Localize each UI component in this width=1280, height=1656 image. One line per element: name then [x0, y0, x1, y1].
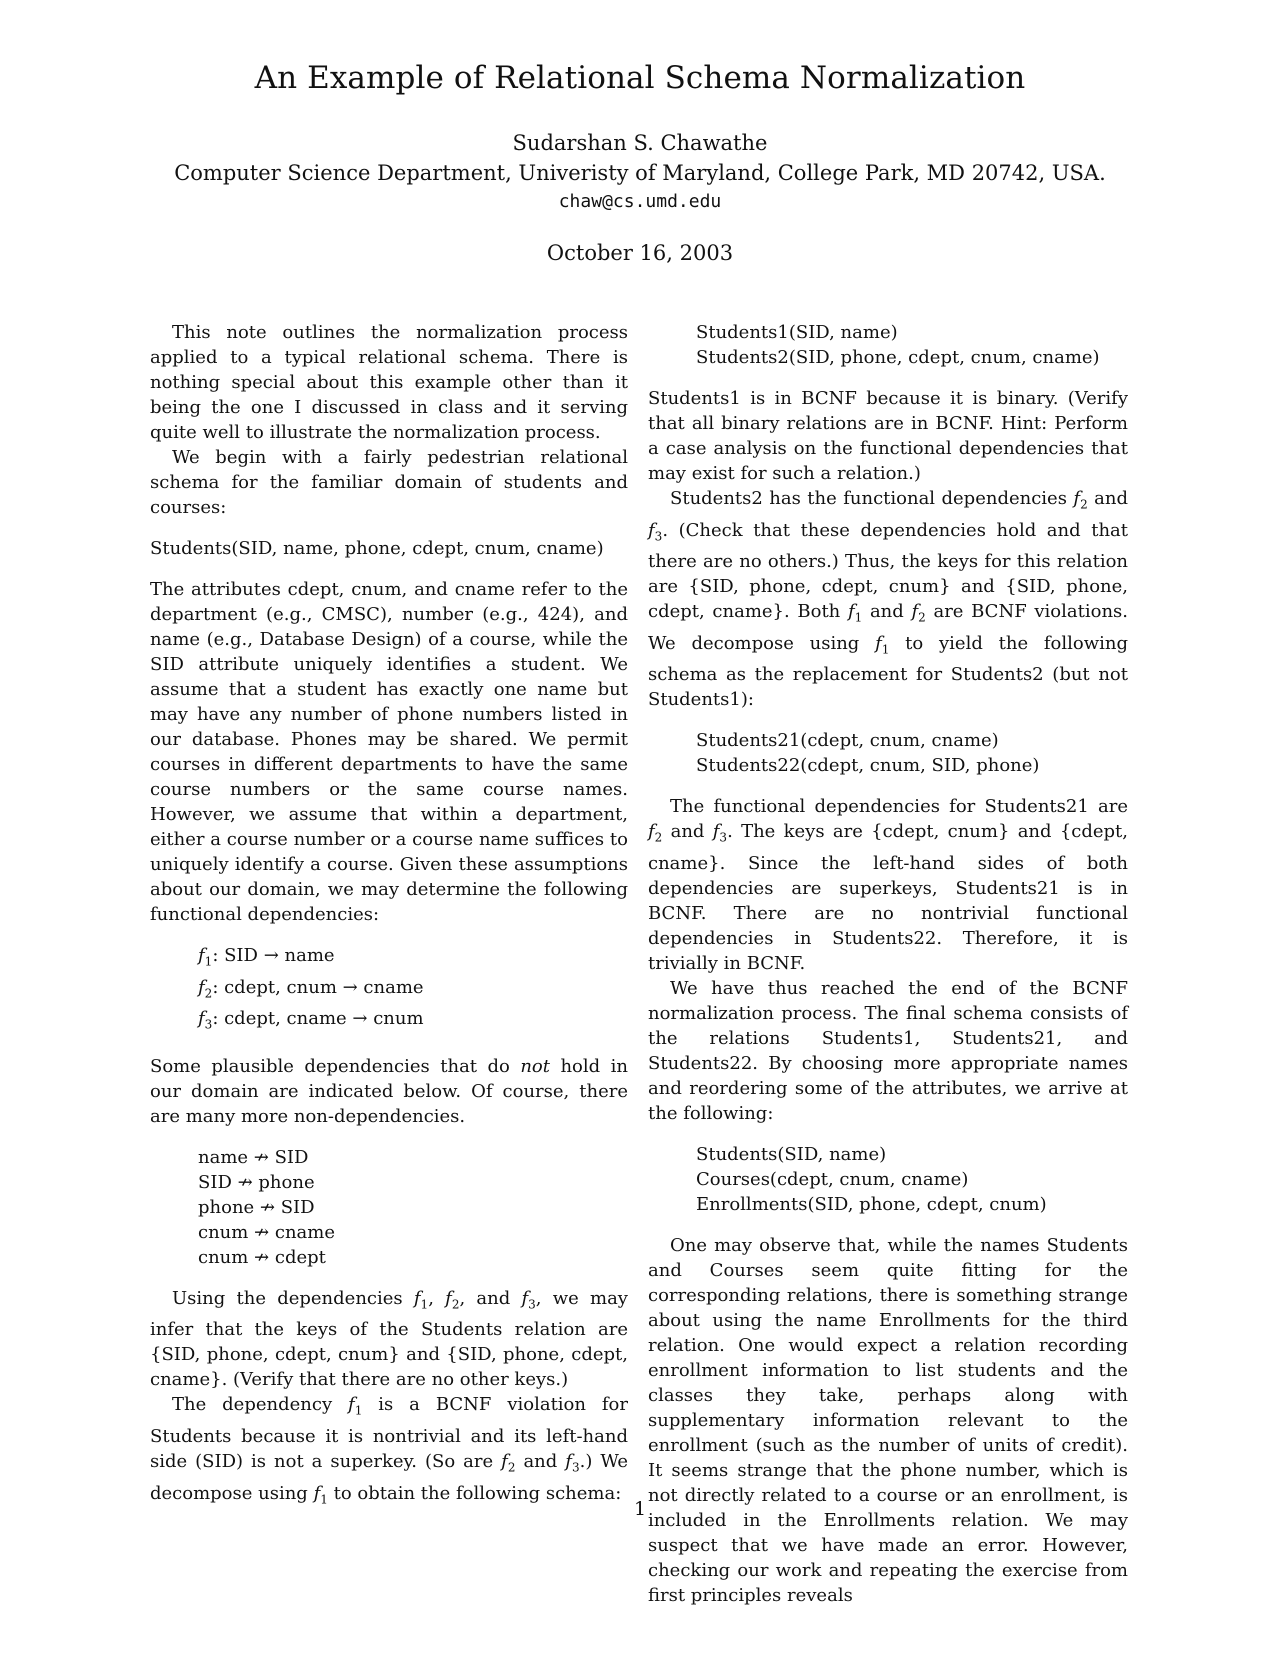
- fd-symbol: f: [313, 1482, 321, 1504]
- author-affiliation: Computer Science Department, Univeristy of Maryland, College Park, MD 20742, USA.: [174, 161, 1106, 185]
- schema-line: Students(SID, name, phone, cdept, cnum, cname): [150, 538, 604, 559]
- fd-symbol: f: [501, 1450, 508, 1472]
- paragraph: The attributes cdept, cnum, and cname refer to the department (e.g., CMSC), number (e.g., 424), and name (e.g., Database Design) of a course, while the SID attribute uniquely identifies a student. We assume that a student has exactly one name but may have any number of phone numbers listed in our database. Phones may be shared. We permit courses in different departments to have the same course numbers or the same course names. However, we assume that within a department, either a course number or a course name suffices to uniquely identify a course. Given these assumptions about our domain, we may determine the following functional dependencies:: [150, 579, 628, 925]
- paragraph: [150, 1054, 628, 1129]
- paragraph: This note outlines the normalization process applied to a typical relational schema. There is nothing special about this example other than it being the one I discussed in class and it serving quite well to illustrate the normalization process.: [150, 322, 628, 443]
- text-span: and: [662, 821, 713, 843]
- paragraph: [648, 794, 1128, 976]
- text-span: and: [1087, 488, 1128, 509]
- fd-symbol: f: [648, 821, 655, 843]
- fd-symbol: f: [445, 1287, 452, 1309]
- right-column: [648, 320, 1128, 1608]
- author-email: chaw@cs.umd.edu: [558, 191, 722, 212]
- text-span: The functional dependencies for Students21 are: [670, 796, 1128, 818]
- fd-symbol: f: [875, 632, 882, 654]
- fd-text: : SID → name: [212, 945, 335, 966]
- fd-symbol: f: [521, 1287, 529, 1309]
- text-span: Students2 has the functional dependencies: [670, 488, 1074, 509]
- paragraph: One may observe that, while the names Students and Courses seem quite fitting for the corresponding relations, there is something strange about using the name Enrollments for the third relation. One would expect a relation recording enrollment information to list students and the classes they take, perhaps along with supplementary information relevant to the enrollment (such as the number of units of credit). It seems strange that the phone number, which is not directly related to a course or an enrollment, is included in the Enrollments relation. We may suspect that we have made an error. However, checking our work and repeating the exercise from first principles reveals: [648, 1234, 1128, 1606]
- schema-line: Students2(SID, phone, cdept, cnum, cname): [696, 347, 1100, 368]
- paper-title: An Example of Relational Schema Normalization: [254, 60, 1026, 96]
- text-span: Some plausible dependencies that do: [150, 1055, 521, 1077]
- fd-list: [150, 943, 628, 1038]
- text-span: and: [515, 1450, 566, 1472]
- paper-date: October 16, 2003: [546, 241, 734, 265]
- text-span: Using the dependencies: [172, 1287, 414, 1309]
- text-span: is a BCNF violation for Students because it is nontrivial and its left-hand side (SID) is not a superkey. (So are: [150, 1394, 629, 1472]
- paragraph: We have thus reached the end of the BCNF normalization process. The final schema consists of the relations Students1, Students21, and Students22. By choosing more appropriate names and reordering some of the attributes, we arrive at the following:: [648, 977, 1128, 1124]
- nondependency-list: [150, 1145, 628, 1270]
- fd-subscript: 2: [451, 1297, 460, 1312]
- schema-block: [150, 536, 628, 561]
- paragraph: Students1 is in BCNF because it is binary. (Verify that all binary relations are in BCNF. Hint: Perform a case analysis on the functional dependencies that may exist for such a relation.): [648, 388, 1128, 484]
- fd-subscript: 1: [881, 642, 890, 657]
- text-span: .) We decompose using: [150, 1450, 629, 1504]
- fd-subscript: 3: [719, 830, 728, 845]
- fd-symbol: f: [198, 1008, 205, 1030]
- fd-symbol: f: [1073, 488, 1081, 509]
- schema-line: Students(SID, name): [696, 1143, 887, 1165]
- paragraph: [150, 1286, 628, 1393]
- text-span: ,: [428, 1287, 446, 1309]
- fd-subscript: 1: [420, 1297, 429, 1312]
- fd-symbol: f: [648, 519, 655, 541]
- schema-block: [648, 728, 1128, 778]
- schema-block: [648, 320, 1128, 370]
- schema-block: [648, 1142, 1128, 1217]
- page-number: 1: [633, 1498, 647, 1520]
- fd-item: [198, 1006, 628, 1038]
- fd-item: [198, 975, 628, 1007]
- fd-subscript: 3: [654, 529, 663, 544]
- fd-subscript: 1: [320, 1492, 328, 1507]
- schema-line: Students1(SID, name): [696, 322, 898, 343]
- fd-text: : cdept, cname → cnum: [212, 1008, 424, 1030]
- fd-item: [198, 943, 628, 975]
- text-span: are BCNF violations. We decompose using: [648, 601, 1128, 654]
- nondependency-item: name ↛ SID: [198, 1146, 309, 1168]
- fd-text: : cdept, cnum → cname: [212, 976, 424, 998]
- fd-subscript: 3: [528, 1297, 536, 1312]
- fd-symbol: f: [198, 976, 205, 998]
- fd-subscript: 2: [204, 986, 213, 1001]
- fd-symbol: f: [712, 821, 720, 843]
- text-span: hold in our domain are indicated below. Of course, there are many more non-dependencies.: [150, 1055, 628, 1127]
- fd-symbol: f: [413, 1287, 421, 1309]
- nondependency-item: cnum ↛ cdept: [198, 1246, 326, 1268]
- nondependency-item: SID ↛ phone: [198, 1171, 315, 1193]
- fd-subscript: 3: [571, 1460, 580, 1475]
- paragraph: We begin with a fairly pedestrian relational schema for the familiar domain of students and courses:: [150, 447, 628, 518]
- text-span: , and: [459, 1287, 522, 1309]
- text-span: , we may infer that the keys of the Students relation are {SID, phone, cdept, cnum} and {SID, phone, cdept, cname}. (Verify that there are no other keys.): [150, 1287, 628, 1391]
- schema-line: Students22(cdept, cnum, SID, phone): [696, 755, 1040, 777]
- fd-subscript: 2: [1080, 497, 1088, 512]
- fd-subscript: 3: [204, 1017, 213, 1032]
- fd-subscript: 1: [204, 954, 213, 969]
- text-span: . The keys are {cdept, cnum} and {cdept, cname}. Since the left-hand sides of both dependencies are superkeys, Students21 is in BCNF. There are no nontrivial functional dependencies in Students22. Therefore, it is trivially in BCNF.: [648, 821, 1129, 974]
- nondependency-item: phone ↛ SID: [198, 1196, 315, 1218]
- fd-symbol: f: [847, 601, 855, 623]
- fd-subscript: 1: [854, 610, 863, 625]
- left-column: [150, 320, 628, 1512]
- text-span: The dependency: [172, 1394, 349, 1416]
- author-name: Sudarshan S. Chawathe: [512, 131, 768, 155]
- nondependency-item: cnum ↛ cname: [198, 1221, 335, 1243]
- paper-header: [0, 58, 1280, 268]
- schema-line: Students21(cdept, cnum, cname): [696, 730, 999, 752]
- fd-subscript: 2: [918, 610, 926, 625]
- text-span: to obtain the following schema:: [327, 1482, 622, 1504]
- fd-subscript: 2: [654, 830, 663, 845]
- fd-symbol: f: [911, 601, 919, 623]
- schema-line: Enrollments(SID, phone, cdept, cnum): [696, 1193, 1047, 1215]
- paragraph: [648, 486, 1128, 712]
- fd-symbol: f: [348, 1394, 355, 1416]
- text-span: . (Check that these dependencies hold and that there are no others.) Thus, the keys for this relation are {SID, phone, cdept, cnum} and {SID, phone, cdept, cname}. Both: [648, 519, 1128, 623]
- schema-line: Courses(cdept, cnum, cname): [696, 1168, 969, 1190]
- fd-subscript: 2: [507, 1460, 516, 1475]
- paragraph: [150, 1392, 628, 1512]
- text-span: to yield the following schema as the replacement for Students2 (but not Students1):: [648, 632, 1128, 711]
- emphasis: not: [520, 1055, 550, 1077]
- fd-subscript: 1: [354, 1403, 363, 1418]
- fd-symbol: f: [198, 945, 205, 966]
- fd-symbol: f: [565, 1450, 572, 1472]
- text-span: and: [862, 601, 912, 623]
